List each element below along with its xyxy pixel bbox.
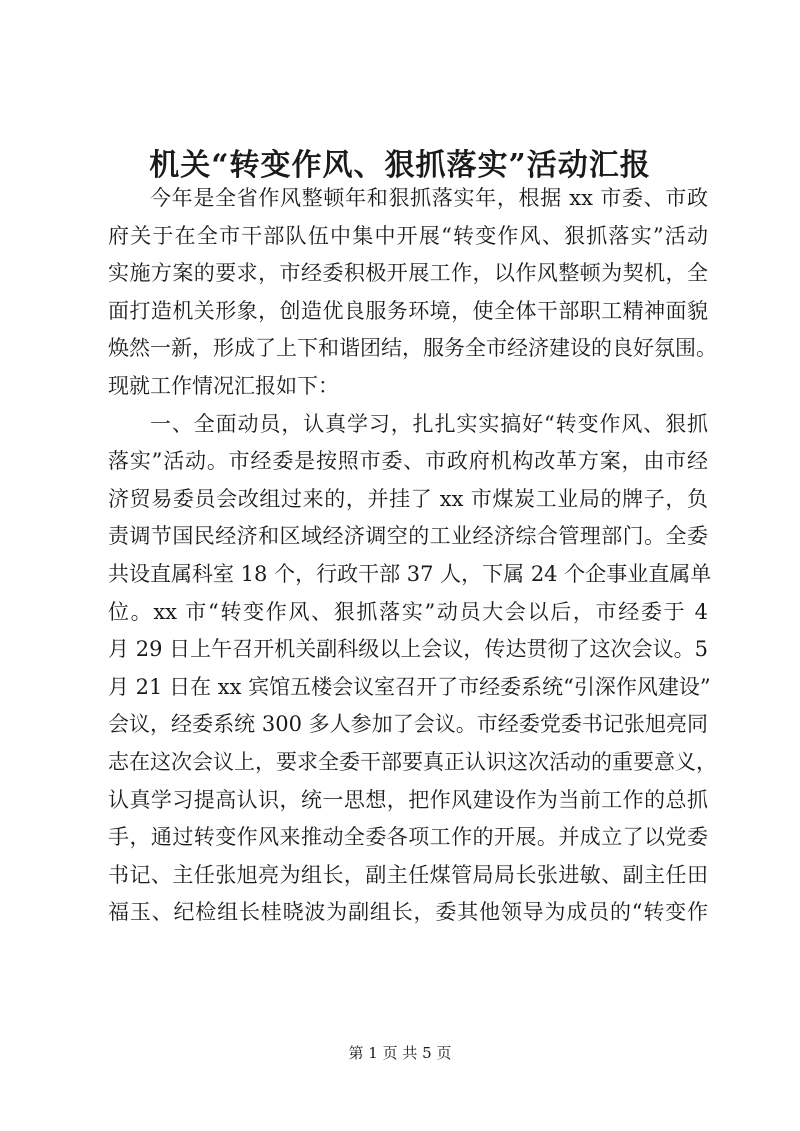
body-line: 今年是全省作风整顿年和狠抓落实年，根据 xx 市委、市政	[150, 186, 708, 210]
body-line: 府关于在全市干部队伍中集中开展“转变作风、狠抓落实”活动	[108, 223, 708, 248]
body-line: 认真学习提高认识，统一思想，把作风建设作为当前工作的总抓	[108, 787, 708, 812]
body-line: 共设直属科室 18 个，行政干部 37 人，下属 24 个企事业直属单	[108, 561, 712, 586]
body-line: 志在这次会议上，要求全委干部要真正认识这次活动的重要意义，	[108, 749, 717, 774]
body-line: 现就工作情况汇报如下：	[108, 373, 339, 398]
body-line: 落实”活动。市经委是按照市委、市政府机构改革方案，由市经	[108, 449, 708, 474]
body-line: 一、全面动员，认真学习，扎扎实实搞好“转变作风、狠抓	[150, 411, 708, 436]
page-number-footer: 第 1 页 共 5 页	[348, 1044, 452, 1062]
body-line: 责调节国民经济和区域经济调空的工业经济综合管理部门。全委	[108, 524, 708, 549]
body-line: 月 29 日上午召开机关副科级以上会议，传达贯彻了这次会议。5	[108, 637, 708, 662]
body-line: 福玉、纪检组长桂晓波为副组长，委其他领导为成员的“转变作	[108, 900, 708, 925]
body-line: 面打造机关形象，创造优良服务环境，使全体干部职工精神面貌	[108, 298, 708, 323]
body-line: 会议，经委系统 300 多人参加了会议。市经委党委书记张旭亮同	[108, 712, 708, 737]
document-body	[108, 180, 717, 932]
body-line: 手，通过转变作风来推动全委各项工作的开展。并成立了以党委	[108, 825, 708, 850]
body-line: 位。xx 市“转变作风、狠抓落实”动员大会以后，市经委于 4	[108, 599, 708, 624]
body-line: 月 21 日在 xx 宾馆五楼会议室召开了市经委系统“引深作风建设”	[108, 674, 711, 699]
body-line: 书记、主任张旭亮为组长，副主任煤管局局长张进敏、副主任田	[108, 862, 708, 887]
body-line: 焕然一新，形成了上下和谐团结，服务全市经济建设的良好氛围。	[108, 336, 717, 361]
body-line: 济贸易委员会改组过来的，并挂了 xx 市煤炭工业局的牌子，负	[108, 486, 708, 511]
document-title: 机关“转变作风、狠抓落实”活动汇报	[149, 148, 651, 183]
body-line: 实施方案的要求，市经委积极开展工作，以作风整顿为契机，全	[108, 261, 708, 286]
